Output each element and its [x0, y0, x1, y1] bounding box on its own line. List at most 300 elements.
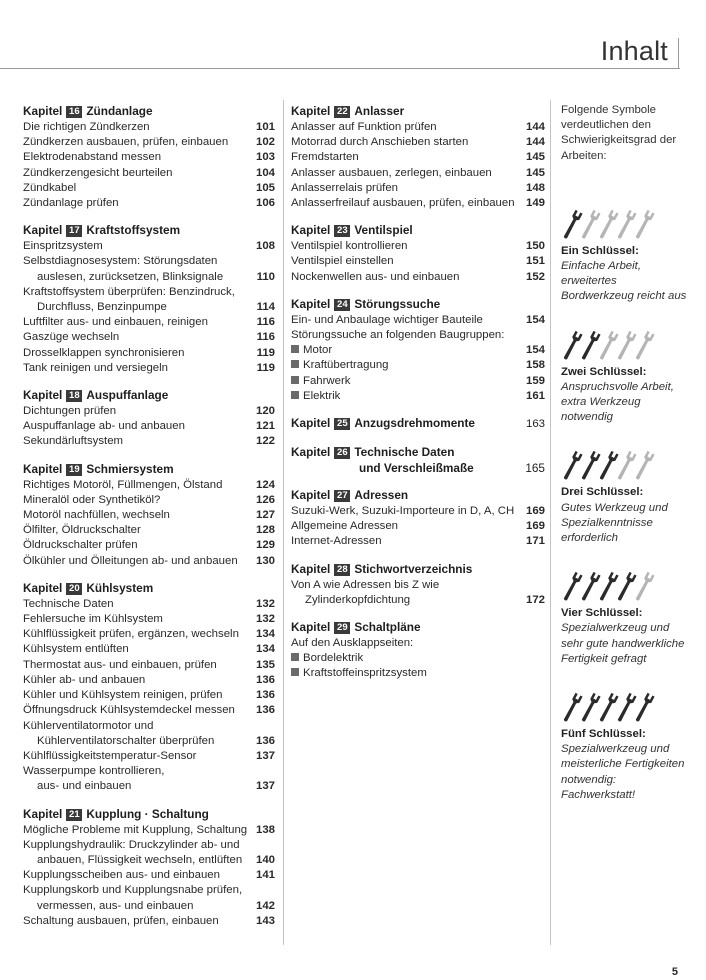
chapter-section: [23, 580, 275, 795]
chapter-heading[interactable]: [291, 222, 545, 239]
toc-entry-page: [519, 651, 545, 666]
toc-entry-text: Zündkerzengesicht beurteilen: [23, 166, 173, 179]
chapter-title: Adressen: [354, 488, 409, 503]
chapter-label: Kapitel: [291, 445, 331, 460]
toc-entry-page: 124: [255, 478, 275, 491]
chapter-title: Schmiersystem: [86, 461, 174, 476]
toc-entry-page: 145: [525, 166, 545, 179]
toc-entry-text: Motor: [291, 343, 519, 358]
toc-entry[interactable]: [23, 554, 275, 569]
toc-entry-text: Sekundärluftsystem: [23, 435, 124, 448]
chapter-heading[interactable]: [291, 103, 545, 120]
level-title: Drei Schlüssel:: [561, 486, 644, 499]
toc-entry[interactable]: [23, 120, 275, 135]
toc-entry-text: Ein- und Anbaulage wichtiger Bauteile: [291, 313, 483, 326]
chapter-label: Kapitel: [23, 104, 63, 118]
chapter-title: Kupplung · Schaltung: [86, 806, 209, 821]
toc-entry-page: 149: [525, 197, 545, 210]
toc-entry[interactable]: [291, 666, 545, 681]
toc-entry-text: Richtiges Motoröl, Füllmengen, Ölstand: [23, 478, 223, 491]
toc-entry-page: 137: [255, 749, 275, 762]
chapter-title: Stichwortverzeichnis: [354, 561, 473, 576]
difficulty-level: [561, 323, 691, 426]
toc-entry-text: Öldruckschalter prüfen: [23, 539, 138, 552]
chapter-label: Kapitel: [23, 806, 63, 821]
toc-entry[interactable]: [23, 135, 275, 150]
chapter-number-badge: 22: [334, 106, 350, 118]
toc-entry-page: 122: [255, 435, 275, 448]
toc-entry-text: Kühler ab- und anbauen: [23, 673, 146, 686]
toc-entry-page: 144: [525, 121, 545, 133]
toc-entry-text: Mineralöl oder Synthetiköl?: [23, 493, 161, 506]
chapter-section: [23, 387, 275, 450]
chapter-section: [291, 444, 545, 476]
toc-entry-page: 110: [256, 270, 275, 283]
chapter-label: Kapitel: [23, 388, 63, 403]
toc-entry[interactable]: [23, 361, 275, 376]
level-description: Spezialwerkzeug und sehr gute handwerkliche Fertigkeit gefragt: [561, 622, 685, 665]
difficulty-legend: [561, 103, 691, 821]
toc-entry-text: Luftfilter aus- und einbauen, reinigen: [23, 316, 208, 329]
toc-entry-page: 132: [255, 613, 275, 626]
toc-entry-text: Elektrodenabstand messen: [23, 151, 162, 164]
toc-entry-text: Kühlflüssigkeit prüfen, ergänzen, wechseln: [23, 628, 239, 641]
chapter-section: [23, 222, 275, 376]
toc-column-middle: [291, 103, 545, 693]
chapter-title: Kraftstoffsystem: [86, 223, 181, 238]
toc-entry[interactable]: [23, 493, 275, 508]
chapter-heading[interactable]: [291, 487, 545, 504]
toc-entry[interactable]: [23, 196, 275, 211]
toc-entry-text: Kraftstoffeinspritzsystem: [291, 666, 519, 681]
toc-entry[interactable]: [23, 404, 275, 419]
wrench-icon: [633, 449, 655, 483]
wrench-rating: [561, 202, 691, 242]
toc-entry-page: 145: [525, 151, 545, 164]
toc-entry[interactable]: [23, 181, 275, 196]
toc-entry[interactable]: [23, 270, 275, 285]
toc-entry-page: 150: [525, 240, 545, 253]
toc-entry[interactable]: [23, 330, 275, 345]
toc-entry[interactable]: [291, 239, 545, 254]
toc-entry[interactable]: [23, 734, 275, 749]
toc-entry-page: 144: [525, 136, 545, 149]
toc-entry-page: 135: [255, 658, 275, 671]
toc-entry[interactable]: [23, 658, 275, 673]
chapter-title: Kühlsystem: [86, 580, 154, 595]
toc-entry-text: Internet-Adressen: [291, 535, 382, 548]
chapter-heading[interactable]: [23, 222, 275, 239]
difficulty-level: [561, 443, 691, 546]
toc-entry-page: 136: [255, 704, 275, 717]
toc-entry-page: [249, 285, 275, 300]
toc-entry[interactable]: [291, 120, 545, 135]
toc-entry-text: Kraftübertragung: [291, 358, 519, 373]
toc-entry-page: 121: [255, 420, 275, 433]
chapter-heading[interactable]: [23, 103, 275, 120]
toc-entry[interactable]: [23, 642, 275, 657]
level-title: Zwei Schlüssel:: [561, 365, 647, 378]
toc-entry-page: 148: [525, 181, 545, 194]
toc-entry-text: Kühlerventilatormotor und: [23, 719, 154, 732]
legend-intro: Folgende Symbole verdeutlichen den Schwierigkeitsgrad der Arbeiten:: [561, 104, 677, 162]
toc-entry-page: [519, 636, 545, 651]
toc-entry-page: 136: [255, 689, 275, 702]
toc-entry[interactable]: [23, 346, 275, 361]
toc-entry-page: 169: [525, 520, 545, 533]
toc-entry-page: 138: [255, 823, 275, 836]
header-rule: [0, 68, 680, 69]
chapter-label: Kapitel: [291, 620, 331, 635]
toc-entry[interactable]: [23, 914, 275, 929]
toc-entry[interactable]: [291, 313, 545, 328]
toc-entry-text: Schaltung ausbauen, prüfen, einbauen: [23, 914, 219, 927]
toc-entry-page: 159: [525, 374, 545, 387]
toc-entry[interactable]: [23, 749, 275, 764]
toc-entry-text: Zylinderkopfdichtung: [305, 593, 411, 606]
chapter-title: Anlasser: [354, 104, 405, 118]
toc-entry-text: Anlasser ausbauen, zerlegen, einbauen: [291, 166, 492, 179]
toc-entry[interactable]: [291, 166, 545, 181]
toc-entry-page: 101: [255, 121, 275, 133]
toc-entry-page: 129: [255, 539, 275, 552]
chapter-section: [23, 806, 275, 929]
toc-entry-page: 134: [255, 628, 275, 641]
toc-entry[interactable]: [291, 636, 545, 651]
level-description: Gutes Werkzeug und Spezialkenntnisse erforderlich: [561, 501, 668, 545]
toc-entry-page: [249, 764, 275, 779]
chapter-section: [291, 103, 545, 211]
toc-entry[interactable]: [23, 150, 275, 165]
toc-entry[interactable]: [23, 719, 275, 734]
chapter-heading[interactable]: [291, 415, 545, 433]
toc-entry-text: Kühler und Kühlsystem reinigen, prüfen: [23, 689, 223, 702]
toc-entry[interactable]: [23, 627, 275, 642]
chapter-page: 163: [525, 418, 545, 431]
toc-entry-text: Suzuki-Werk, Suzuki-Importeure in D, A, CH: [291, 505, 515, 518]
wrench-rating: [561, 685, 691, 725]
toc-entry[interactable]: [23, 612, 275, 627]
chapter-heading[interactable]: [23, 461, 275, 478]
toc-entry-text: Drosselklappen synchronisieren: [23, 346, 185, 359]
chapter-label: Kapitel: [23, 580, 63, 595]
toc-entry-text: Kühlflüssigkeitstemperatur-Sensor: [23, 749, 197, 762]
chapter-number-badge: 23: [334, 225, 350, 237]
toc-entry-page: 132: [255, 597, 275, 610]
chapter-number-badge: 20: [66, 583, 82, 595]
column-divider: [550, 100, 551, 945]
chapter-heading[interactable]: [23, 387, 275, 404]
page-number: 5: [671, 966, 678, 978]
wrench-icon: [633, 329, 655, 363]
toc-entry-text: auslesen, zurücksetzen, Blinksignale: [37, 270, 224, 283]
toc-entry-page: 105: [255, 181, 275, 194]
toc-entry-page: 116: [256, 331, 275, 344]
toc-entry-text: Ventilspiel einstellen: [291, 255, 394, 268]
toc-entry-page: 169: [525, 505, 545, 518]
toc-entry[interactable]: [23, 823, 275, 838]
wrench-rating: [561, 323, 691, 363]
toc-entry[interactable]: [291, 135, 545, 150]
toc-entry[interactable]: [291, 328, 545, 343]
toc-entry-text: Fremdstarten: [291, 151, 359, 164]
toc-entry[interactable]: [23, 300, 275, 315]
toc-entry-page: [249, 719, 275, 734]
toc-entry-page: 130: [255, 554, 275, 567]
toc-entry-page: 103: [255, 151, 275, 164]
chapter-section: [291, 415, 545, 433]
chapter-label: Kapitel: [291, 488, 331, 503]
toc-entry-page: 154: [525, 344, 545, 357]
toc-entry[interactable]: [291, 358, 545, 373]
toc-entry-text: vermessen, aus- und einbauen: [37, 899, 194, 912]
toc-entry-page: [249, 883, 275, 898]
toc-entry[interactable]: [291, 343, 545, 358]
chapter-label: Kapitel: [291, 416, 331, 431]
chapter-label: Kapitel: [23, 223, 63, 238]
toc-entry-page: 119: [256, 346, 275, 359]
chapter-title: Schaltpläne: [354, 620, 421, 635]
toc-entry-page: [519, 666, 545, 681]
header-bar: [678, 38, 679, 68]
toc-entry-text: Störungssuche an folgenden Baugruppen:: [291, 329, 505, 342]
toc-column-left: [23, 103, 275, 940]
toc-entry[interactable]: [23, 478, 275, 493]
chapter-page: 165: [525, 461, 545, 476]
column-divider: [283, 100, 284, 945]
toc-entry-page: 137: [255, 780, 275, 793]
toc-entry-text: Elektrik: [291, 389, 519, 404]
chapter-section: [291, 561, 545, 608]
toc-entry[interactable]: [23, 166, 275, 181]
toc-entry-text: Zündanlage prüfen: [23, 197, 119, 210]
toc-entry[interactable]: [291, 196, 545, 211]
level-title: Fünf Schlüssel:: [561, 728, 646, 741]
toc-entry[interactable]: [23, 523, 275, 538]
chapter-number-badge: 24: [334, 299, 350, 311]
toc-entry[interactable]: [23, 779, 275, 794]
toc-entry-page: 136: [255, 673, 275, 686]
toc-entry[interactable]: [23, 419, 275, 434]
chapter-title-continued: [291, 461, 545, 476]
chapter-heading[interactable]: [291, 296, 545, 313]
toc-entry-text: Die richtigen Zündkerzen: [23, 121, 150, 133]
toc-entry[interactable]: [291, 519, 545, 534]
chapter-label: Kapitel: [23, 461, 63, 476]
toc-entry[interactable]: [23, 899, 275, 914]
toc-entry-text: Motorrad durch Anschieben starten: [291, 136, 469, 149]
chapter-heading[interactable]: [291, 561, 545, 578]
toc-entry[interactable]: [23, 508, 275, 523]
toc-entry[interactable]: [291, 270, 545, 285]
chapter-number-badge: 16: [66, 106, 82, 118]
toc-entry-text: Motoröl nachfüllen, wechseln: [23, 509, 170, 522]
toc-entry-page: [249, 838, 275, 853]
toc-entry[interactable]: [23, 285, 275, 300]
toc-entry[interactable]: [291, 150, 545, 165]
toc-entry-text: Öffnungsdruck Kühlsystemdeckel messen: [23, 704, 235, 717]
toc-entry[interactable]: [291, 651, 545, 666]
toc-entry[interactable]: [23, 868, 275, 883]
toc-entry-page: 151: [525, 255, 545, 268]
toc-entry[interactable]: [291, 534, 545, 549]
chapter-label: Kapitel: [291, 296, 331, 311]
toc-entry-text: Wasserpumpe kontrollieren,: [23, 765, 165, 778]
toc-entry-text: Kupplungskorb und Kupplungsnabe prüfen,: [23, 884, 243, 897]
toc-entry[interactable]: [291, 181, 545, 196]
chapter-section: [23, 461, 275, 569]
wrench-icon: [633, 570, 655, 604]
toc-entry-text: Ölfilter, Öldruckschalter: [23, 524, 141, 537]
level-description: Anspruchsvolle Arbeit, extra Werkzeug notwendig: [561, 380, 674, 424]
toc-entry-text: Dichtungen prüfen: [23, 405, 117, 418]
chapter-heading[interactable]: [23, 580, 275, 597]
chapter-number-badge: 17: [66, 225, 82, 237]
toc-entry-text: Einspritzsystem: [23, 240, 103, 253]
toc-entry[interactable]: [291, 504, 545, 519]
toc-entry[interactable]: [23, 538, 275, 553]
toc-entry-page: 119: [256, 361, 275, 374]
toc-entry[interactable]: [23, 703, 275, 718]
chapter-title: Störungssuche: [354, 296, 441, 311]
toc-entry-text: Ventilspiel kontrollieren: [291, 240, 408, 253]
toc-entry[interactable]: [23, 597, 275, 612]
toc-entry-text: Anlasser auf Funktion prüfen: [291, 121, 437, 133]
toc-entry-page: 171: [525, 535, 545, 548]
toc-entry[interactable]: [291, 389, 545, 404]
chapter-heading[interactable]: [291, 619, 545, 636]
chapter-title-line2: und Verschleißmaße: [359, 461, 474, 476]
chapter-number-badge: 27: [334, 490, 350, 502]
toc-entry-text: Fehlersuche im Kühlsystem: [23, 613, 163, 626]
toc-entry[interactable]: [23, 434, 275, 449]
difficulty-level: [561, 685, 691, 803]
chapter-title: Ventilspiel: [354, 223, 413, 238]
wrench-rating: [561, 443, 691, 483]
chapter-number-badge: 29: [334, 622, 350, 634]
toc-entry-text: Selbstdiagnosesystem: Störungsdaten: [23, 255, 218, 268]
chapter-label: Kapitel: [291, 223, 331, 238]
toc-entry[interactable]: [291, 593, 545, 608]
toc-entry-page: 161: [525, 389, 545, 402]
toc-entry-page: 108: [255, 240, 275, 253]
toc-entry[interactable]: [23, 315, 275, 330]
wrench-icon: [633, 691, 655, 725]
toc-entry-text: Gaszüge wechseln: [23, 331, 120, 344]
chapter-number-badge: 25: [334, 418, 350, 430]
toc-entry-text: anbauen, Flüssigkeit wechseln, entlüften: [37, 853, 243, 866]
toc-entry-page: 120: [255, 405, 275, 418]
toc-entry-text: Kühlerventilatorschalter überprüfen: [37, 734, 215, 747]
chapter-heading[interactable]: [23, 806, 275, 823]
toc-entry-text: Auf den Ausklappseiten:: [291, 637, 414, 650]
toc-entry-text: Mögliche Probleme mit Kupplung, Schaltung: [23, 823, 248, 836]
toc-entry[interactable]: [23, 673, 275, 688]
toc-entry[interactable]: [23, 764, 275, 779]
chapter-section: [291, 487, 545, 550]
chapter-number-badge: 18: [66, 390, 82, 402]
chapter-label: Kapitel: [291, 561, 331, 576]
chapter-title: Technische Daten: [354, 445, 455, 460]
toc-entry-page: 116: [256, 316, 275, 329]
toc-entry[interactable]: [23, 254, 275, 269]
chapter-number-badge: 26: [334, 447, 350, 459]
toc-entry-page: 140: [255, 853, 275, 866]
toc-entry[interactable]: [23, 838, 275, 853]
toc-entry-page: 158: [525, 359, 545, 372]
toc-entry-page: 106: [255, 197, 275, 210]
chapter-section: [291, 296, 545, 404]
toc-entry-page: 126: [255, 493, 275, 506]
toc-entry-page: 128: [255, 524, 275, 537]
toc-entry-text: Nockenwellen aus- und einbauen: [291, 270, 460, 283]
toc-entry-page: 143: [255, 914, 275, 927]
page-title: Inhalt: [600, 36, 668, 66]
toc-entry-text: Bordelektrik: [291, 651, 519, 666]
chapter-section: [291, 222, 545, 285]
chapter-label: Kapitel: [291, 104, 331, 118]
toc-entry-text: Kühlsystem entlüften: [23, 643, 129, 656]
toc-entry-text: Tank reinigen und versiegeln: [23, 361, 169, 374]
toc-entry[interactable]: [291, 578, 545, 593]
toc-entry-page: 104: [255, 166, 275, 179]
chapter-section: [291, 619, 545, 682]
toc-entry-text: Technische Daten: [23, 597, 114, 610]
toc-entry-text: Zündkabel: [23, 181, 77, 194]
toc-entry[interactable]: [23, 853, 275, 868]
toc-entry-text: Zündkerzen ausbauen, prüfen, einbauen: [23, 136, 229, 149]
toc-entry-text: Auspuffanlage ab- und anbauen: [23, 420, 185, 433]
toc-entry-text: Anlasserfreilauf ausbauen, prüfen, einbauen: [291, 197, 515, 210]
chapter-heading[interactable]: [291, 444, 545, 461]
difficulty-level: [561, 202, 691, 305]
toc-entry[interactable]: [291, 374, 545, 389]
toc-entry-text: Allgemeine Adressen: [291, 520, 399, 533]
toc-entry-text: Thermostat aus- und einbauen, prüfen: [23, 658, 217, 671]
toc-entry-page: 152: [525, 270, 545, 283]
toc-entry-page: 172: [525, 593, 545, 606]
toc-entry[interactable]: [291, 254, 545, 269]
toc-entry-page: 127: [255, 509, 275, 522]
level-title: Ein Schlüssel:: [561, 244, 639, 257]
level-title: Vier Schlüssel:: [561, 607, 643, 620]
toc-entry[interactable]: [23, 688, 275, 703]
toc-entry-text: Von A wie Adressen bis Z wie: [291, 578, 440, 591]
toc-entry[interactable]: [23, 239, 275, 254]
toc-entry-page: [519, 328, 545, 343]
toc-entry-text: Kraftstoffsystem überprüfen: Benzindruck,: [23, 285, 235, 298]
level-description: Spezialwerkzeug und meisterliche Fertigkeiten notwendig: Fachwerkstatt!: [561, 743, 685, 801]
chapter-number-badge: 21: [66, 809, 82, 821]
toc-entry[interactable]: [23, 883, 275, 898]
level-description: Einfache Arbeit, erweitertes Bordwerkzeug reicht aus: [561, 260, 687, 303]
toc-entry-page: 102: [255, 136, 275, 149]
chapter-title: Zündanlage: [86, 104, 153, 118]
toc-entry-page: 141: [255, 869, 275, 882]
toc-entry-text: Durchfluss, Benzinpumpe: [37, 301, 167, 314]
wrench-rating: [561, 564, 691, 604]
chapter-section: [23, 103, 275, 211]
toc-entry-text: Ölkühler und Ölleitungen ab- und anbauen: [23, 554, 238, 567]
toc-entry-page: 114: [256, 301, 275, 314]
toc-entry-text: aus- und einbauen: [37, 780, 132, 793]
chapter-number-badge: 19: [66, 464, 82, 476]
chapter-title: Auspuffanlage: [86, 388, 169, 403]
wrench-icon: [633, 208, 655, 242]
toc-entry-page: [519, 578, 545, 593]
toc-entry-page: 154: [525, 313, 545, 326]
difficulty-level: [561, 564, 691, 667]
